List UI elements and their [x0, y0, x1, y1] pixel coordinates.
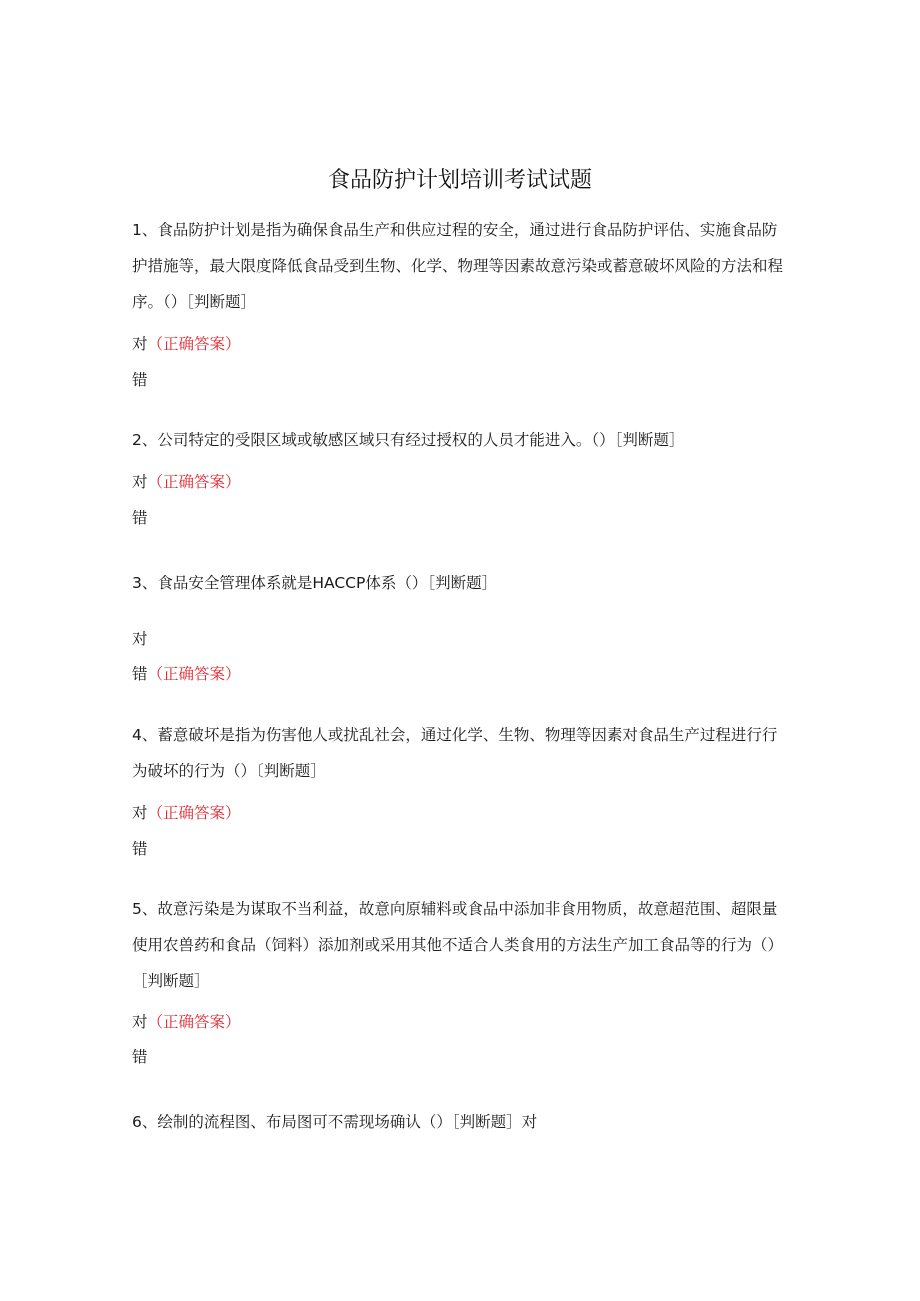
question-2-option-false[interactable] — [132, 506, 148, 530]
question-1-option-false[interactable] — [132, 368, 148, 392]
option-label: 对 — [132, 1013, 148, 1031]
correct-answer-mark: （正确答案） — [147, 665, 241, 683]
option-label: 对 — [132, 804, 148, 822]
page-title: 食品防护计划培训考试试题 — [327, 168, 592, 193]
option-label: 错 — [132, 371, 148, 389]
correct-answer-mark: （正确答案） — [147, 335, 241, 353]
question-5-text: 5、故意污染是为谋取不当利益，故意向原辅料或食品中添加非食用物质，故意超范围、超限量使用农兽药和食品（饲料）添加剂或采用其他不适合人类食用的方法生产加工食品等的行为（）［判断题］ — [132, 900, 784, 990]
question-5-option-false[interactable] — [132, 1045, 148, 1069]
question-4-text: 4、蓄意破坏是指为伤害他人或扰乱社会，通过化学、生物、物理等因素对食品生产过程进行行为破坏的行为（）〔判断题］ — [132, 726, 778, 780]
option-label: 错 — [132, 840, 148, 858]
question-4-option-true[interactable] — [132, 801, 241, 825]
option-label: 对 — [132, 630, 148, 648]
question-1-option-true[interactable] — [132, 332, 241, 356]
correct-answer-mark: （正确答案） — [147, 473, 241, 491]
option-label: 错 — [132, 509, 148, 527]
question-3-option-true[interactable] — [132, 627, 148, 651]
option-label: 错 — [132, 665, 148, 683]
option-label: 对 — [132, 335, 148, 353]
correct-answer-mark: （正确答案） — [147, 804, 241, 822]
question-4-option-false[interactable] — [132, 837, 148, 861]
option-label: 对 — [132, 473, 148, 491]
option-label: 错 — [132, 1048, 148, 1066]
question-2-text: 2、公司特定的受限区域或敏感区域只有经过授权的人员才能进入。（）［判断题］ — [132, 431, 685, 449]
question-3-text: 3、食品安全管理体系就是HACCP体系（）［判断题］ — [132, 574, 498, 592]
question-5-option-true[interactable] — [132, 1010, 241, 1034]
question-2-option-true[interactable] — [132, 470, 241, 494]
question-1-text: 1、食品防护计划是指为确保食品生产和供应过程的安全，通过进行食品防护评估、实施食品防护措施等，最大限度降低食品受到生物、化学、物理等因素故意污染或蓄意破坏风险的方法和程序。（）［判断题］ — [132, 221, 784, 311]
correct-answer-mark: （正确答案） — [147, 1013, 241, 1031]
question-6-text: 6、绘制的流程图、布局图可不需现场确认（）［判断题］对 — [132, 1113, 538, 1131]
question-3-option-false[interactable] — [132, 662, 241, 686]
